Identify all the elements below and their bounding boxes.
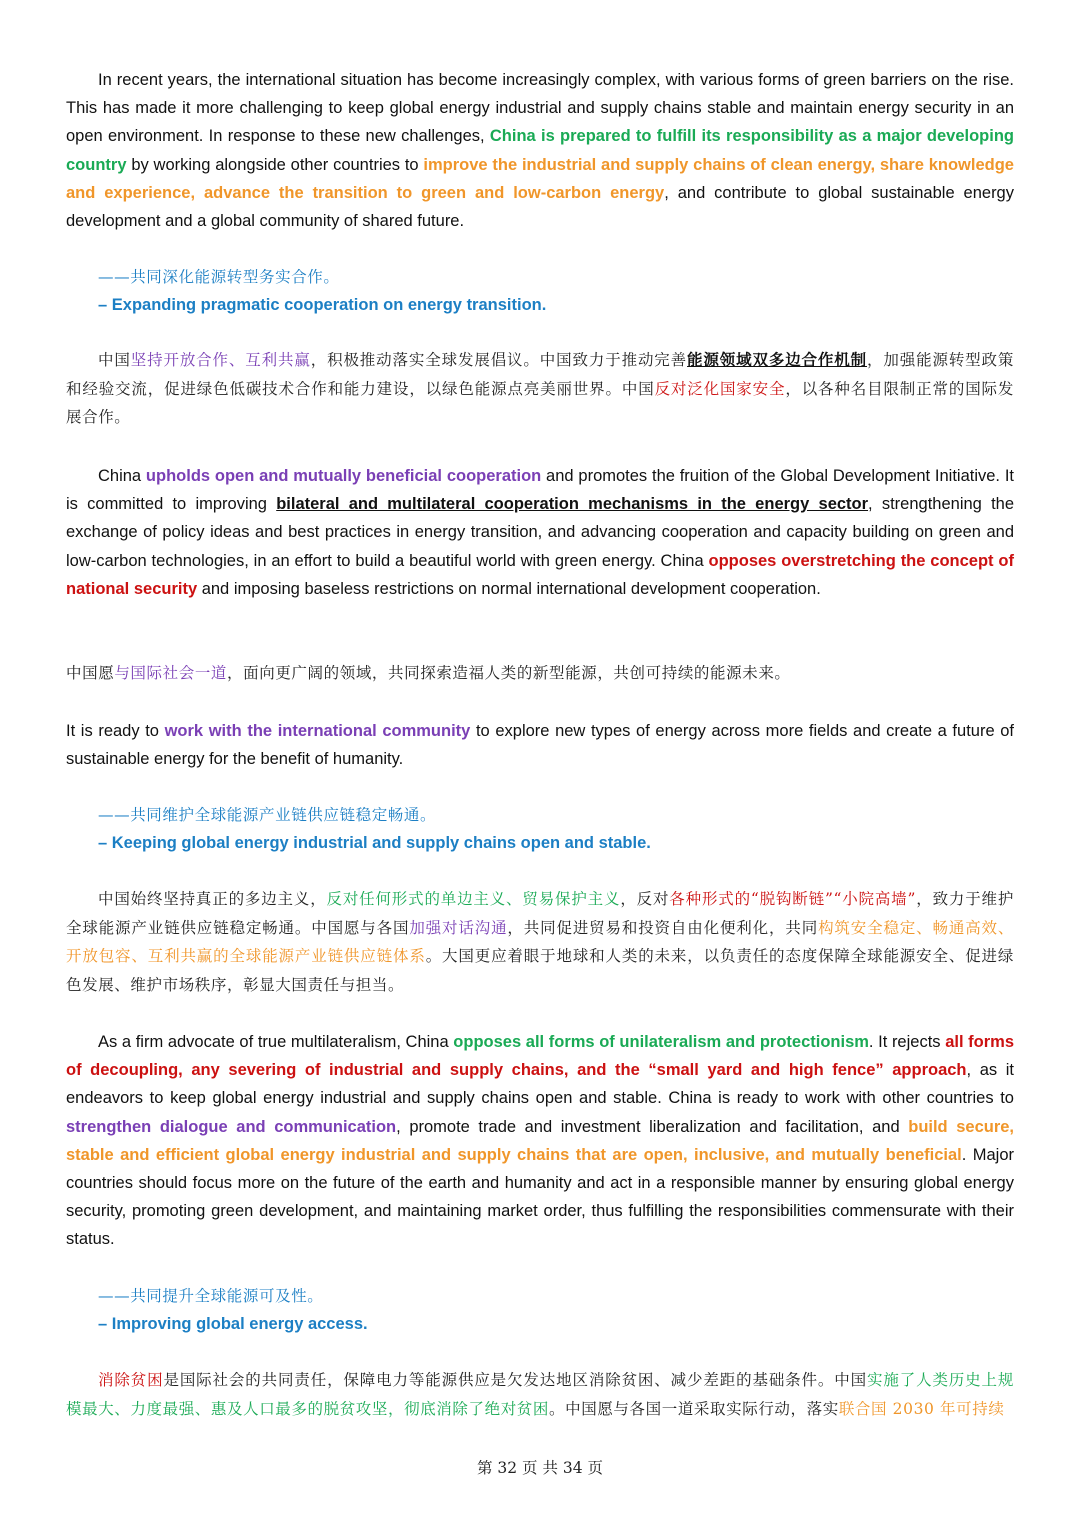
text: 中国始终坚持真正的多边主义，	[98, 890, 327, 908]
section-heading-en-2: – Keeping global energy industrial and supply chains open and stable.	[98, 834, 651, 852]
text: In recent years, the international situation has become increasingly complex, with various forms of green barriers on the rise. This has made it more challenging to keep global energy industrial and supply chains stable and maintain energy security in an open environment. In response to these new challenges,	[66, 71, 1014, 146]
section-heading-zh-3: ——共同提升全球能源可及性。	[98, 1287, 324, 1305]
section-heading-en-1: – Expanding pragmatic cooperation on energy transition.	[98, 296, 547, 314]
page-footer: 第 32 页 共 34 页	[476, 1459, 604, 1477]
text: ，致力于维护全球能源产业链供应链稳定畅通。中国愿与各国	[66, 890, 1014, 937]
section-heading-zh-2: ——共同维护全球能源产业链供应链稳定畅通。	[98, 806, 437, 824]
highlight-orange: build secure, stable and efficient global energy industrial and supply chains that are open, inclusive, and mutually beneficial	[66, 1117, 1015, 1164]
text: ，面向更广阔的领域，共同探索造福人类的新型能源，共创可持续的能源未来。	[227, 664, 791, 682]
highlight-green: 实施了人类历史上规模最大、力度最强、惠及人口最多的脱贫攻坚，彻底消除了绝对贫困	[66, 1371, 1014, 1418]
highlight-green: China is prepared to fulfill its responsibility as a major developing country	[66, 127, 1014, 174]
text: 中国愿	[66, 664, 115, 682]
highlight-red: 各种形式的“脱钩断链”“小院高墙”	[669, 890, 917, 908]
paragraph-zh-3	[66, 885, 1014, 999]
paragraph-zh-4	[66, 1366, 1014, 1423]
text: 是国际社会的共同责任，保障电力等能源供应是欠发达地区消除贫困、减少差距的基础条件。中国	[163, 1371, 867, 1389]
highlight-purple: strengthen dialogue and communication	[66, 1117, 397, 1136]
text: 。大国更应着眼于地球和人类的未来，以负责任的态度保障全球能源安全、促进绿色发展、维护市场秩序，彰显大国责任与担当。	[66, 947, 1015, 994]
paragraph-zh-2	[66, 659, 1014, 688]
section-heading-en-3: – Improving global energy access.	[98, 1315, 368, 1333]
text: and imposing baseless restrictions on normal international development cooperation.	[197, 579, 821, 598]
paragraph-intro-en	[66, 66, 1014, 235]
highlight-orange: improve the industrial and supply chains of clean energy, share knowledge and experience, advance the transition to green and low-carbon energy	[66, 155, 1014, 202]
highlight-purple: work with the international community	[164, 722, 471, 740]
text: by working alongside other countries to	[126, 155, 424, 174]
text: China	[98, 467, 146, 485]
paragraph-en-1	[66, 462, 1014, 603]
text: 。中国愿与各国一道采取实际行动，落实	[549, 1399, 839, 1418]
text: , as it endeavors to keep global energy industrial and supply chains open and stable. China is ready to work with other countries to	[66, 1061, 1014, 1108]
text: ，反对	[620, 890, 670, 908]
text: ，共同促进贸易和投资自由化便利化，共同	[507, 918, 819, 937]
paragraph-zh-1	[66, 346, 1014, 432]
highlight-green: opposes all forms of unilateralism and protectionism	[453, 1033, 869, 1051]
text: , strengthening the exchange of policy ideas and best practices in energy transition, and advancing cooperation and capacity building on green and low-carbon technologies, in an effort to build a beautiful world with green energy. China	[66, 495, 1015, 570]
text: , promote trade and investment liberalization and facilitation, and	[396, 1117, 909, 1136]
highlight-green: 反对任何形式的单边主义、贸易保护主义	[326, 890, 621, 908]
text: It is ready to	[66, 722, 165, 740]
highlight-purple: upholds open and mutually beneficial cooperation	[145, 467, 542, 485]
section-heading-zh-1: ——共同深化能源转型务实合作。	[98, 268, 340, 286]
paragraph-en-3	[66, 1028, 1014, 1254]
paragraph-en-2	[66, 717, 1014, 773]
text: . It rejects	[868, 1033, 946, 1051]
text: 中国	[98, 351, 131, 369]
text: to explore new types of energy across more fields and create a future of sustainable energy for the benefit of humanity.	[66, 722, 1015, 769]
text: As a firm advocate of true multilateralism, China	[98, 1033, 454, 1051]
highlight-underline: bilateral and multilateral cooperation mechanisms in the energy sector	[276, 495, 869, 514]
highlight-underline: 能源领域双多边合作机制	[687, 350, 868, 369]
text: . Major countries should focus more on the future of the earth and humanity and act in a responsible manner by ensuring global energy security, promoting green development, and maintaining market order, thus fulfilling the responsibilities commensurate with their status.	[66, 1145, 1014, 1249]
highlight-orange: 联合国 2030 年可持续	[838, 1399, 1005, 1418]
highlight-red: opposes overstretching the concept of national security	[66, 551, 1014, 598]
highlight-red: 消除贫困	[98, 1371, 164, 1389]
highlight-red: all forms of decoupling, any severing of industrial and supply chains, and the “small yard and high fence” approach	[66, 1033, 1015, 1080]
text: ，积极推动落实全球发展倡议。中国致力于推动完善	[310, 351, 688, 369]
highlight-orange: 构筑安全稳定、畅通高效、开放包容、互利共赢的全球能源产业链供应链体系	[66, 918, 1014, 965]
text: ，加强能源转型政策和经验交流，促进绿色低碳技术合作和能力建设，以绿色能源点亮美丽世界。中国	[66, 351, 1015, 398]
highlight-red: 反对泛化国家安全	[654, 379, 786, 398]
highlight-purple: 坚持开放合作、互利共赢	[130, 351, 311, 369]
text: , and contribute to global sustainable energy development and a global community of shared future.	[66, 183, 1014, 231]
text: ，以各种名目限制正常的国际发展合作。	[66, 379, 1014, 426]
highlight-purple: 与国际社会一道	[114, 664, 228, 682]
text: and promotes the fruition of the Global Development Initiative. It is committed to improving	[66, 467, 1014, 514]
highlight-purple: 加强对话沟通	[409, 918, 508, 937]
